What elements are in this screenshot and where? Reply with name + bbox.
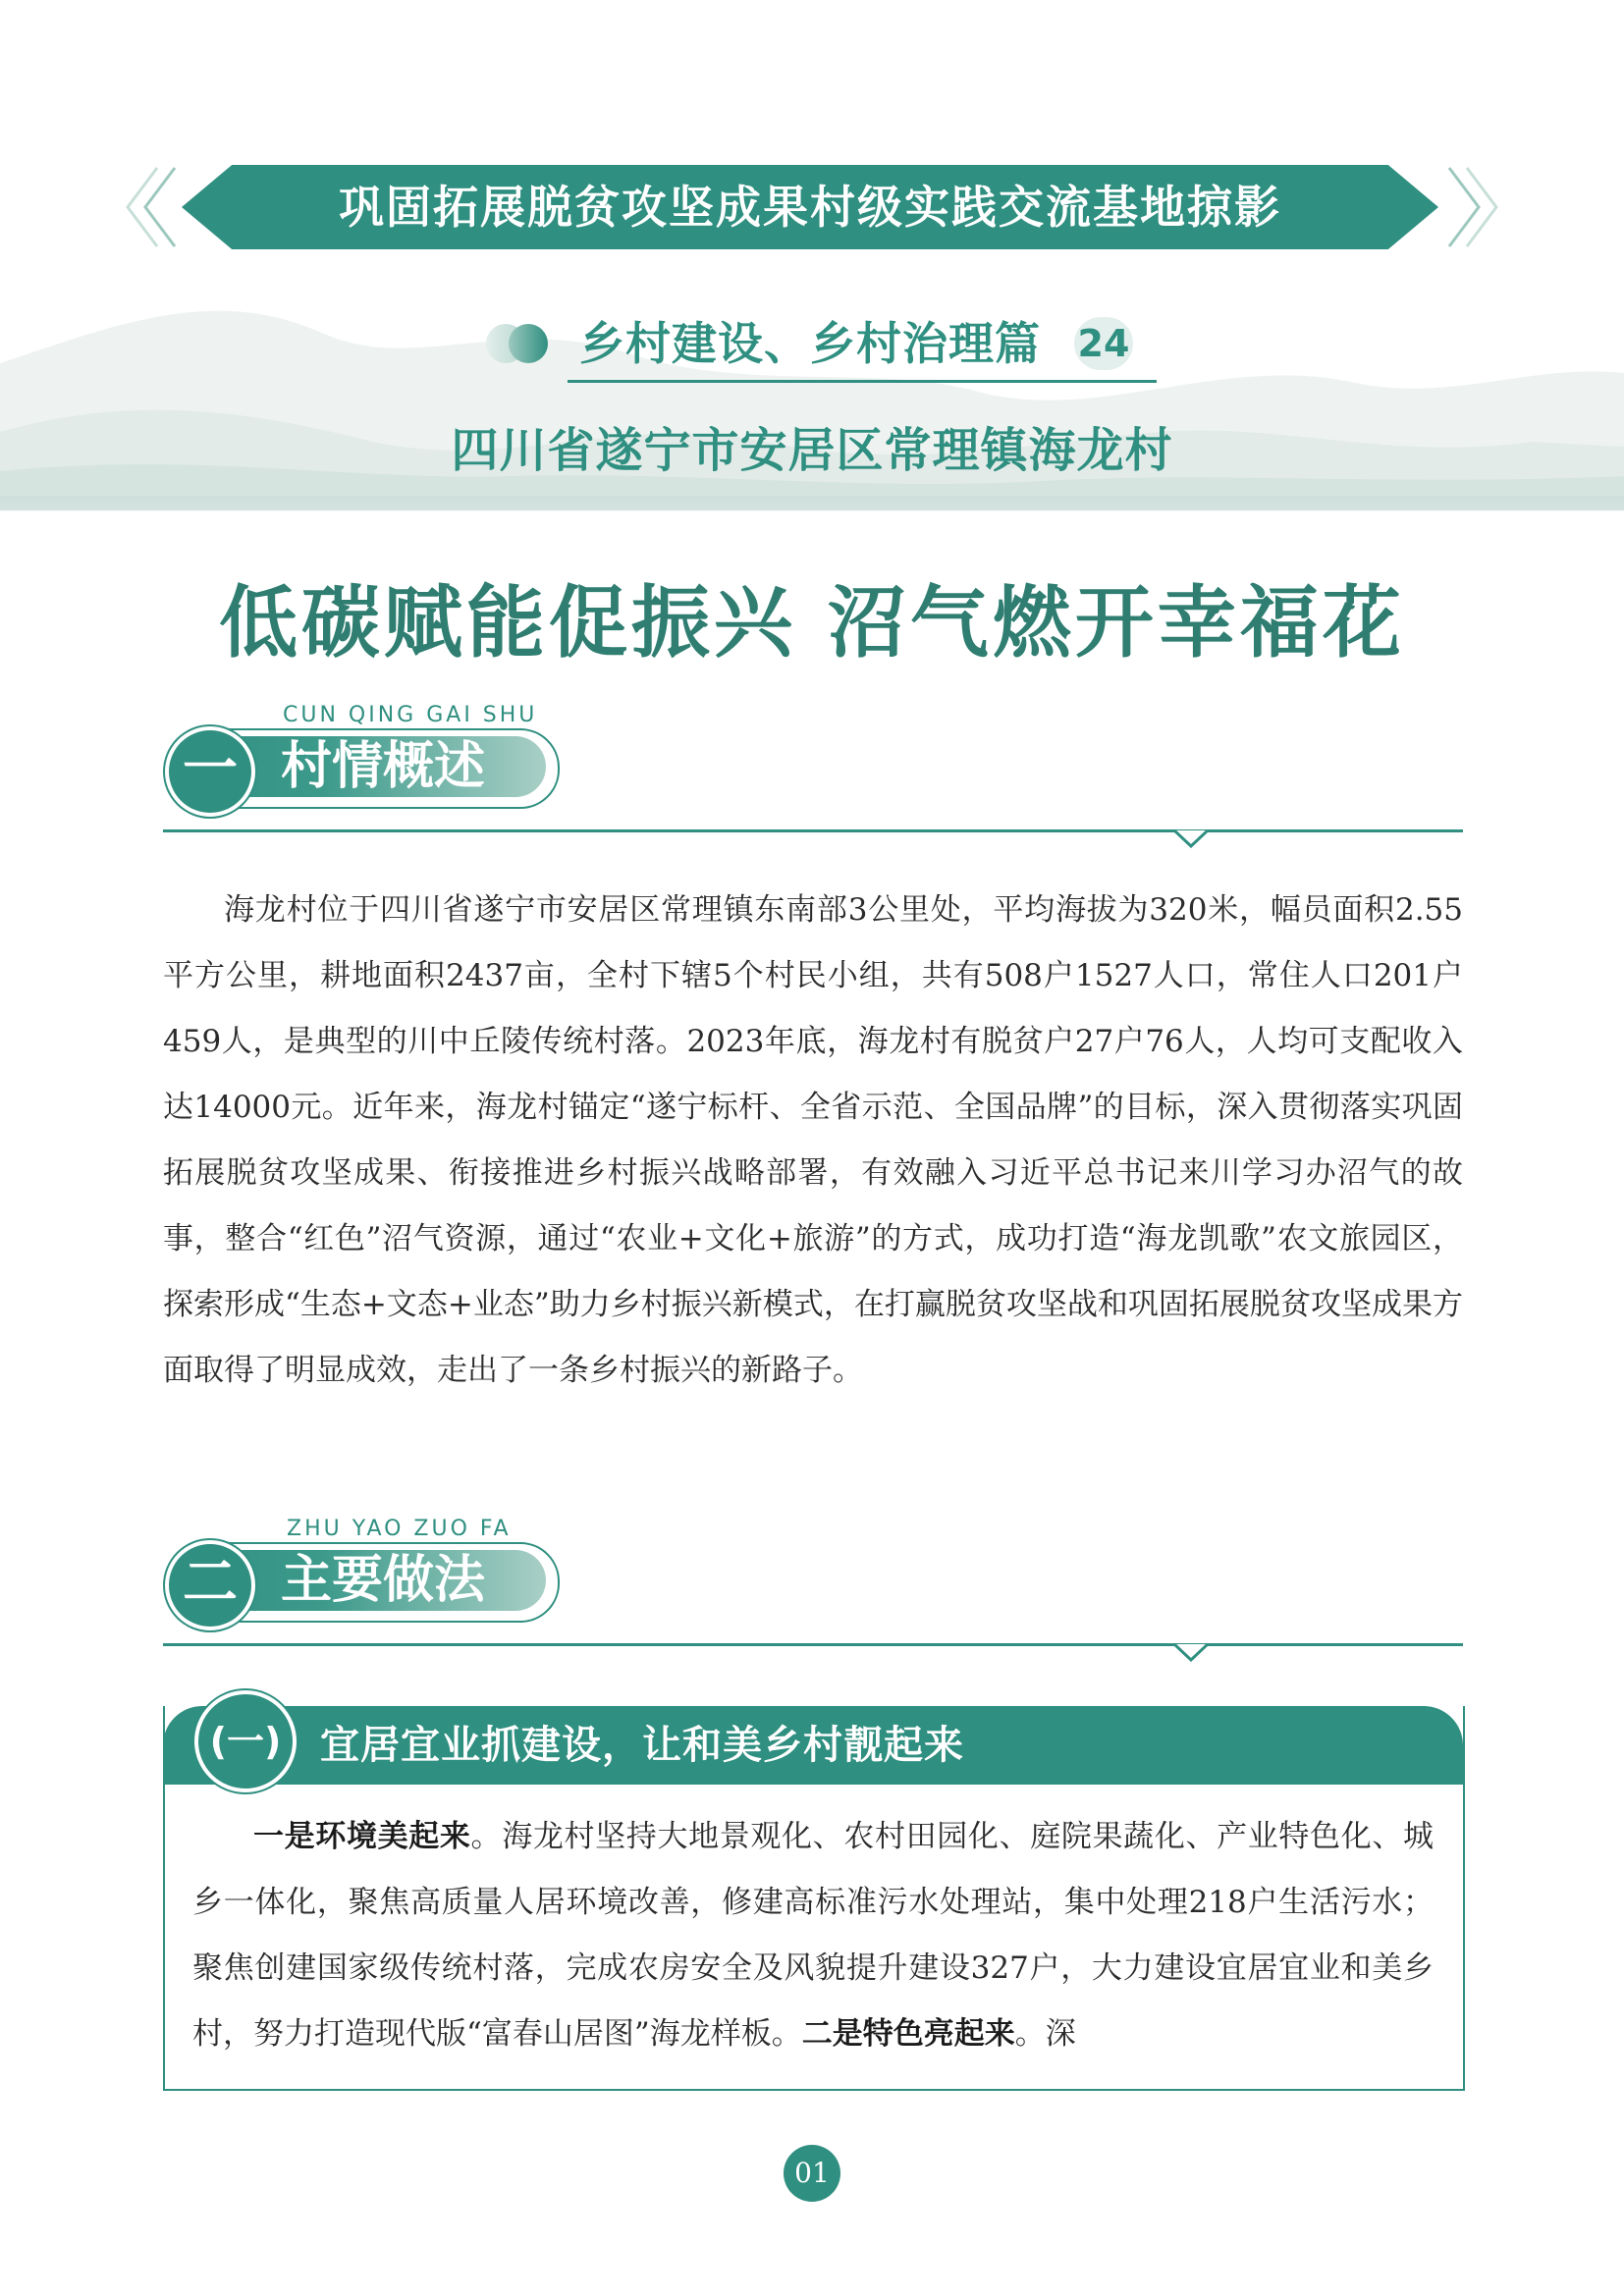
page-number: 01	[784, 2145, 840, 2202]
section-number: 二	[165, 1540, 255, 1630]
lead-phrase: 一是环境美起来	[253, 1819, 471, 1854]
header-haze	[0, 496, 1624, 513]
section-title: 村情概述	[281, 737, 486, 796]
chapter-title: 乡村建设、乡村治理篇	[579, 317, 1041, 370]
paragraph-text: 。深	[1014, 2016, 1076, 2052]
section-heading-2	[165, 1517, 558, 1620]
section-pinyin: ZHU YAO ZUO FA	[287, 1517, 512, 1541]
page-title: 低碳赋能促振兴 沼气燃开幸福花	[219, 576, 1405, 668]
chapter-dot-icon	[509, 324, 548, 363]
section-title: 主要做法	[281, 1551, 486, 1610]
lead-phrase: 二是特色亮起来	[801, 2016, 1015, 2052]
section-heading-1	[165, 703, 558, 806]
section-divider	[163, 829, 1463, 832]
intro-paragraph	[163, 878, 1463, 1404]
chevron-right-icon	[1447, 163, 1506, 251]
subsection-number: (一)	[209, 1720, 282, 1763]
chevron-left-icon	[118, 163, 177, 251]
banner-title: 巩固拓展脱贫攻坚成果村级实践交流基地掠影	[339, 181, 1281, 234]
section-number: 一	[165, 726, 255, 817]
section-divider	[163, 1643, 1463, 1646]
chapter-number-badge: 24	[1074, 317, 1133, 370]
divider-notch-icon	[1174, 1644, 1208, 1662]
section-pinyin: CUN QING GAI SHU	[283, 703, 538, 727]
intro-text: 海龙村位于四川省遂宁市安居区常理镇东南部3公里处，平均海拔为320米，幅员面积2.55平方公里，耕地面积2437亩，全村下辖5个村民小组，共有508户1527人口，常住人口201户459人，是典型的川中丘陵传统村落。2023年底，海龙村有脱贫户27户76人，人均可支配收入达14000元。近年来，海龙村锚定“遂宁标杆、全省示范、全国品牌”的目标，深入贯彻落实巩固拓展脱贫攻坚成果、衔接推进乡村振兴战略部署，有效融入习近平总书记来川学习办沼气的故事，整合“红色”沼气资源，通过“农业+文化+旅游”的方式，成功打造“海龙凯歌”农文旅园区，探索形成“生态+文态+业态”助力乡村振兴新模式，在打赢脱贫攻坚战和巩固拓展脱贫攻坚成果方面取得了明显成效，走出了一条乡村振兴的新路子。	[163, 892, 1463, 1388]
subsection-title: 宜居宜业抓建设，让和美乡村靓起来	[320, 1723, 964, 1768]
chapter-underline	[568, 380, 1157, 383]
paragraph-text: 。海龙村坚持大地景观化、农村田园化、庭院果蔬化、产业特色化、城乡一体化，聚焦高质量人居环境改善，修建高标准污水处理站，集中处理218户生活污水；聚焦创建国家级传统村落，完成农房安全及风貌提升建设327户，大力建设宜居宜业和美乡村，努力打造现代版“富春山居图”海龙样板。	[192, 1819, 1435, 2052]
subsection-paragraph	[192, 1804, 1434, 2067]
village-name: 四川省遂宁市安居区常理镇海龙村	[451, 423, 1173, 478]
divider-notch-icon	[1174, 830, 1208, 848]
